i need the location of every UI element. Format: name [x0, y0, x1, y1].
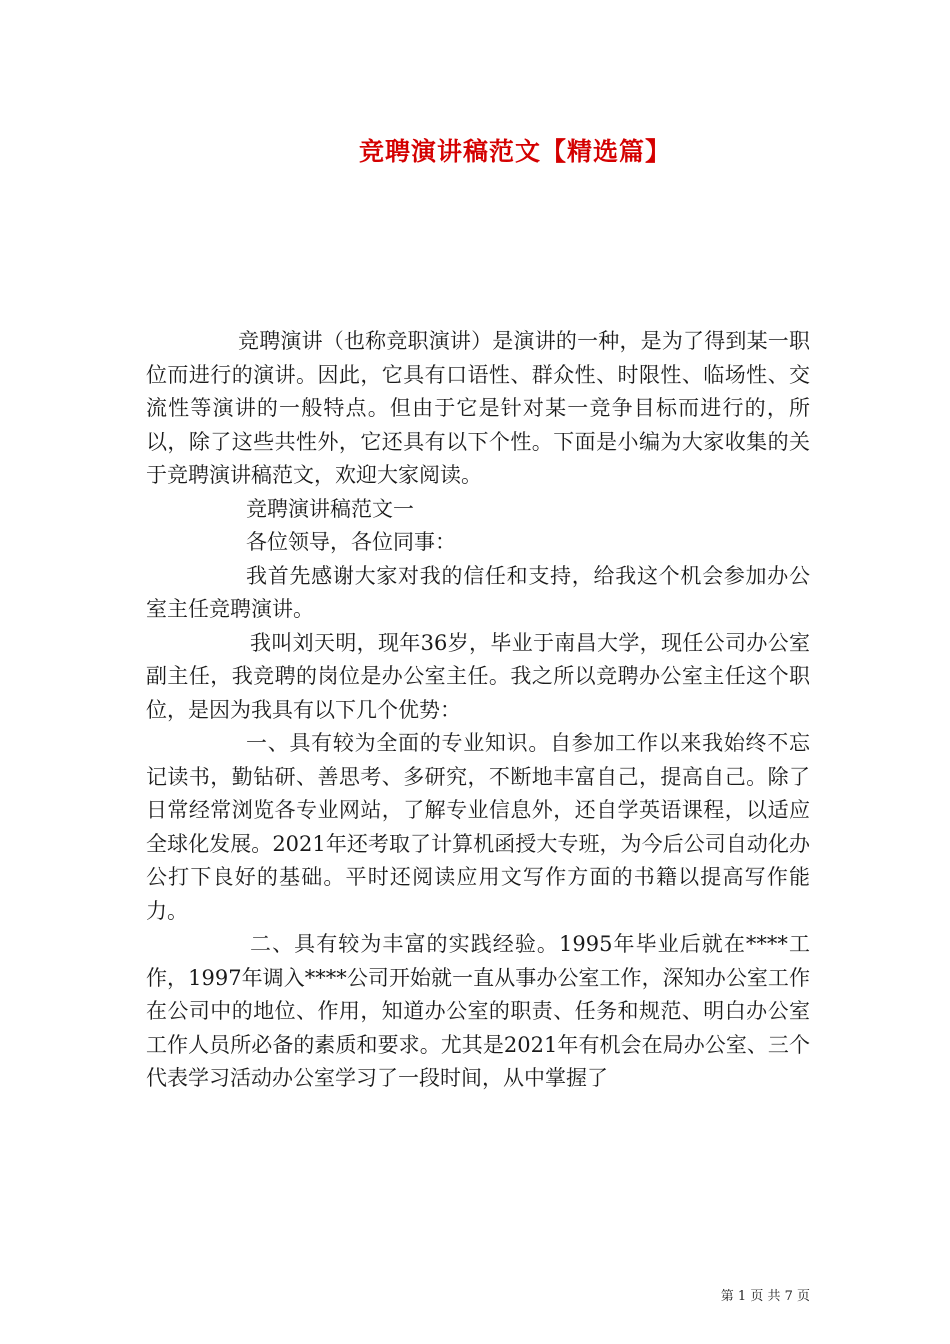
paragraph-section-heading: 竞聘演讲稿范文一	[246, 496, 414, 521]
paragraph-intro: 竞聘演讲（也称竞职演讲）是演讲的一种，是为了得到某一职位而进行的演讲。因此，它具有口语性、群众性、时限性、临场性、交流性等演讲的一般特点。但由于它是针对某一竞争目标而进行的，所以，除了这些共性外，它还具有以下个性。下面是小编为大家收集的关于竞聘演讲稿范文，欢迎大家阅读。	[146, 329, 810, 487]
paragraph-self-intro: 我叫刘天明，现年36岁，毕业于南昌大学，现任公司办公室副主任，我竞聘的岗位是办公室主任。我之所以竞聘办公室主任这个职位，是因为我具有以下几个优势：	[146, 630, 810, 722]
paragraph-advantage-two: 二、具有较为丰富的实践经验。1995年毕业后就在****工作，1997年调入****公司开始就一直从事办公室工作，深知办公室工作在公司中的地位、作用，知道办公室的职责、任务和规范、明白办公室工作人员所必备的素质和要求。尤其是2021年有机会在局办公室、三个代表学习活动办公室学习了一段时间，从中掌握了	[146, 932, 810, 1090]
page-number-footer: 第 1 页 共 7 页	[720, 1289, 810, 1304]
document-title: 竞聘演讲稿范文【精选篇】	[358, 137, 671, 166]
paragraph-thanks: 我首先感谢大家对我的信任和支持，给我这个机会参加办公室主任竞聘演讲。	[146, 563, 810, 621]
paragraph-advantage-one: 一、具有较为全面的专业知识。自参加工作以来我始终不忘记读书，勤钻研、善思考、多研究，不断地丰富自己，提高自己。除了日常经常浏览各专业网站，了解专业信息外，还自学英语课程，以适应全球化发展。2021年还考取了计算机函授大专班，为今后公司自动化办公打下良好的基础。平时还阅读应用文写作方面的书籍以提高写作能力。	[146, 731, 810, 923]
paragraph-salutation: 各位领导，各位同事：	[246, 530, 456, 554]
document-body	[146, 325, 810, 1096]
